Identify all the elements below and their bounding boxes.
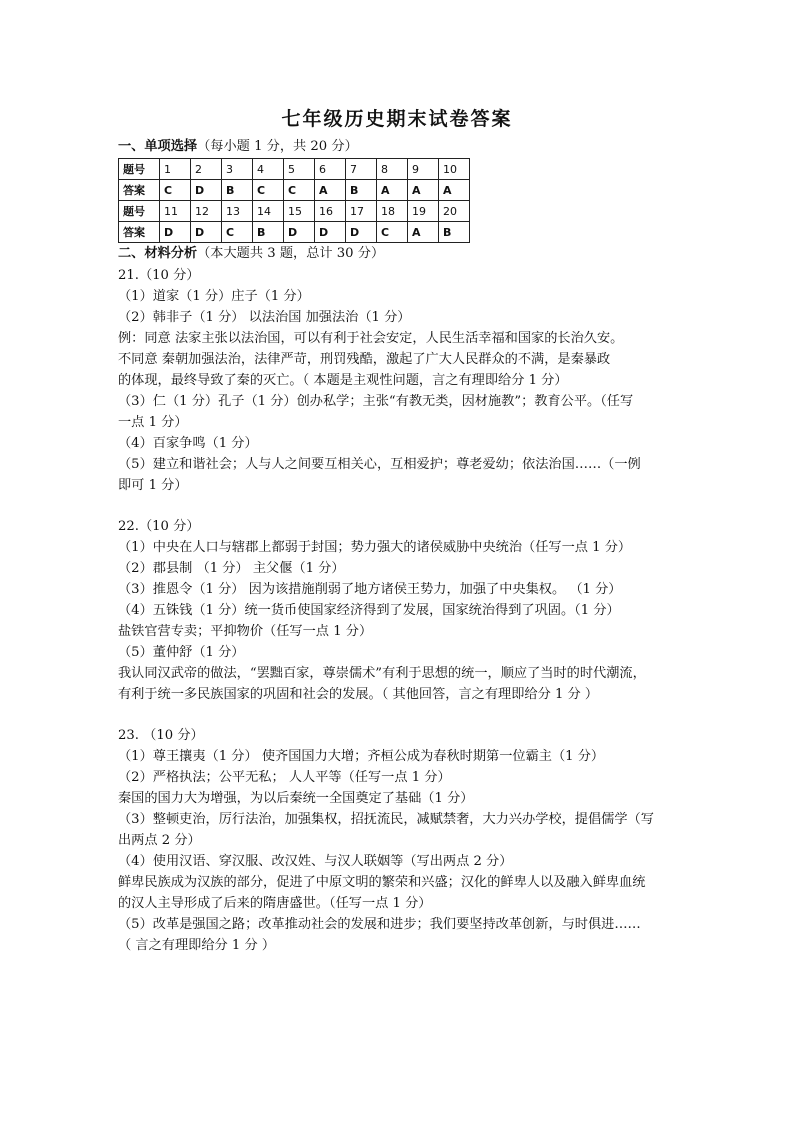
question-number: 12 bbox=[191, 201, 222, 222]
question-number: 14 bbox=[253, 201, 284, 222]
answer-cell: A bbox=[377, 180, 408, 201]
question-number: 8 bbox=[377, 159, 408, 180]
answer-line: 不同意 秦朝加强法治，法律严苛，刑罚残酷，激起了广大人民群众的不满，是秦暴政 bbox=[118, 352, 611, 367]
answer-cell: D bbox=[191, 180, 222, 201]
question-number: 11 bbox=[160, 201, 191, 222]
question-number: 16 bbox=[315, 201, 346, 222]
section-2-heading-note: （本大题共 3 题，总计 30 分） bbox=[197, 246, 385, 261]
answer-cell: B bbox=[346, 180, 377, 201]
answer-line: （3）仁（1 分）孔子（1 分）创办私学；主张“有教无类，因材施教”；教育公平。（任写 bbox=[118, 394, 634, 409]
answer-line: 一点 1 分） bbox=[118, 415, 188, 430]
answer-line: 有利于统一多民族国家的巩固和社会的发展。（ 其他回答，言之有理即给分 1 分 ） bbox=[118, 687, 599, 702]
question-number: 19 bbox=[408, 201, 439, 222]
question-number: 7 bbox=[346, 159, 377, 180]
answer-cell: A bbox=[315, 180, 346, 201]
answer-line: （5）董仲舒（1 分） bbox=[118, 645, 245, 660]
question-number: 2 bbox=[191, 159, 222, 180]
question-number: 15 bbox=[284, 201, 315, 222]
question-number: 18 bbox=[377, 201, 408, 222]
answer-cell: B bbox=[439, 222, 470, 243]
answer-line: 鲜卑民族成为汉族的部分，促进了中原文明的繁荣和兴盛；汉化的鲜卑人以及融入鲜卑血统 bbox=[118, 875, 646, 890]
answer-line: 即可 1 分） bbox=[118, 478, 188, 493]
answer-line: 盐铁官营专卖；平抑物价（任写一点 1 分） bbox=[118, 624, 373, 639]
answer-cell: D bbox=[160, 222, 191, 243]
answer-cell: C bbox=[253, 180, 284, 201]
answer-cell: D bbox=[315, 222, 346, 243]
answer-cell: B bbox=[222, 180, 253, 201]
row-label: 题号 bbox=[119, 201, 160, 222]
table-row bbox=[119, 201, 470, 222]
answer-line: 的汉人主导形成了后来的隋唐盛世。（任写一点 1 分） bbox=[118, 896, 432, 911]
answer-cell: C bbox=[160, 180, 191, 201]
answer-line: 出两点 2 分） bbox=[118, 833, 201, 848]
answer-line: （5）改革是强国之路；改革推动社会的发展和进步；我们要坚持改革创新，与时俱进…… bbox=[118, 917, 641, 932]
answer-line: （2）郡县制 （1 分） 主父偃（1 分） bbox=[118, 561, 345, 576]
question-number: 10 bbox=[439, 159, 470, 180]
answer-cell: C bbox=[222, 222, 253, 243]
answer-cell: D bbox=[346, 222, 377, 243]
answer-cell: A bbox=[408, 222, 439, 243]
answer-line: （3）推恩令（1 分） 因为该措施削弱了地方诸侯王势力，加强了中央集权。 （1 分） bbox=[118, 582, 622, 597]
answer-cell: A bbox=[439, 180, 470, 201]
page-title: 七年级历史期末试卷答案 bbox=[281, 108, 513, 130]
answer-line: （4）百家争鸣（1 分） bbox=[118, 436, 258, 451]
question-number: 3 bbox=[222, 159, 253, 180]
row-label: 答案 bbox=[119, 180, 160, 201]
answer-line: （4）使用汉语、穿汉服、改汉姓、与汉人联姻等（写出两点 2 分） bbox=[118, 854, 513, 869]
answer-table bbox=[118, 158, 470, 243]
section-2-heading-main: 二、材料分析 bbox=[118, 246, 198, 261]
answer-cell: B bbox=[253, 222, 284, 243]
question-22-heading: 22.（10 分） bbox=[118, 519, 200, 534]
question-number: 9 bbox=[408, 159, 439, 180]
question-number: 20 bbox=[439, 201, 470, 222]
answer-line: （4）五铢钱（1 分）统一货币使国家经济得到了发展，国家统治得到了巩固。（1 分） bbox=[118, 603, 620, 618]
answer-line: （2）严格执法；公平无私； 人人平等（任写一点 1 分） bbox=[118, 770, 451, 785]
answer-cell: C bbox=[284, 180, 315, 201]
question-number: 6 bbox=[315, 159, 346, 180]
question-23-heading: 23. （10 分） bbox=[118, 728, 204, 743]
answer-cell: A bbox=[408, 180, 439, 201]
section-1-heading-note: （每小题 1 分，共 20 分） bbox=[197, 139, 358, 154]
section-1-heading-main: 一、单项选择 bbox=[118, 139, 198, 154]
answer-cell: D bbox=[284, 222, 315, 243]
question-number: 5 bbox=[284, 159, 315, 180]
table-row bbox=[119, 159, 470, 180]
section-2-heading bbox=[118, 244, 384, 264]
answer-line: 例：同意 法家主张以法治国，可以有利于社会安定，人民生活幸福和国家的长治久安。 bbox=[118, 331, 624, 346]
answer-line: 我认同汉武帝的做法，“罢黜百家，尊崇儒术”有利于思想的统一，顺应了当时的时代潮流， bbox=[118, 666, 646, 681]
answer-line: （5）建立和谐社会；人与人之间要互相关心，互相爱护；尊老爱幼；依法治国……（一例 bbox=[118, 457, 641, 472]
question-number: 1 bbox=[160, 159, 191, 180]
question-number: 13 bbox=[222, 201, 253, 222]
answer-line: （ 言之有理即给分 1 分 ） bbox=[118, 938, 276, 953]
question-number: 4 bbox=[253, 159, 284, 180]
answer-line: （2）韩非子（1 分） 以法治国 加强法治（1 分） bbox=[118, 310, 411, 325]
answer-cell: D bbox=[191, 222, 222, 243]
answer-line: 的体现，最终导致了秦的灭亡。（ 本题是主观性问题，言之有理即给分 1 分） bbox=[118, 373, 568, 388]
table-row bbox=[119, 180, 470, 201]
answer-cell: C bbox=[377, 222, 408, 243]
answer-line: 秦国的国力大为增强，为以后秦统一全国奠定了基础（1 分） bbox=[118, 791, 474, 806]
row-label: 答案 bbox=[119, 222, 160, 243]
section-1-heading bbox=[118, 137, 358, 157]
answer-line: （1）道家（1 分）庄子（1 分） bbox=[118, 289, 310, 304]
answer-line: （1）中央在人口与辖郡上都弱于封国；势力强大的诸侯威胁中央统治（任写一点 1 分） bbox=[118, 540, 632, 555]
question-21-heading: 21.（10 分） bbox=[118, 268, 200, 283]
answer-line: （1）尊王攘夷（1 分） 使齐国国力大增；齐桓公成为春秋时期第一位霸主（1 分） bbox=[118, 749, 605, 764]
row-label: 题号 bbox=[119, 159, 160, 180]
answer-line: （3）整顿吏治，厉行法治，加强集权，招抚流民，减赋禁奢，大力兴办学校，提倡儒学（写 bbox=[118, 812, 654, 827]
question-number: 17 bbox=[346, 201, 377, 222]
table-row bbox=[119, 222, 470, 243]
